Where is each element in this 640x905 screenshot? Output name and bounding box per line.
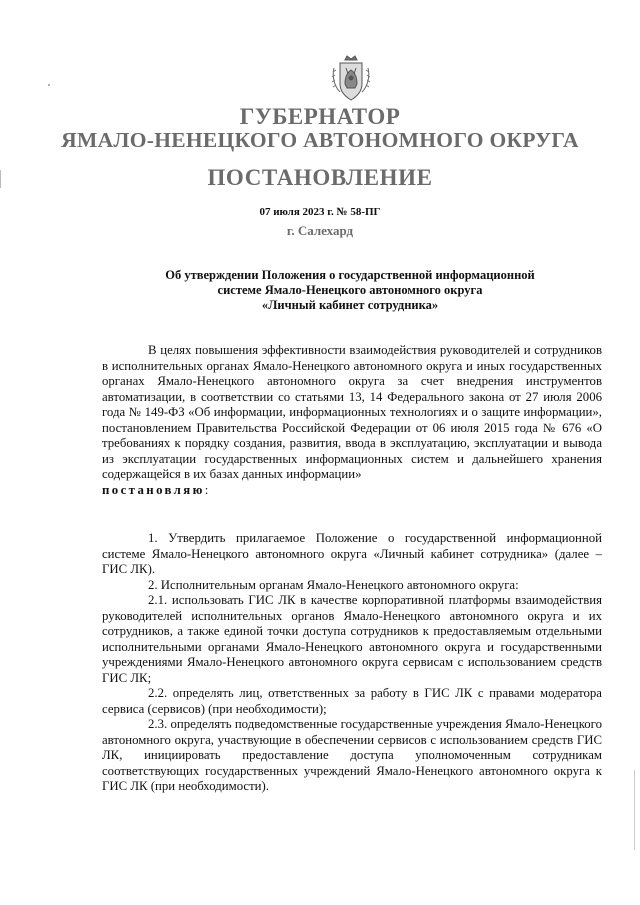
date-number: 07 июля 2023 г. № 58-ПГ [259,206,381,218]
title-line: «Личный кабинет сотрудника» [261,298,439,312]
preamble-text: В целях повышения эффективности взаимодействия руководителей и сотрудников в исполнительных органах Ямало-Ненецкого автономного округа и иных государственных органах Ямало-Ненецкого автономного округа за счет внедрения инструментов автоматизации, в соответствии со статьями 13, 14 Федерального закона от 27 июля 2006 года № 149-ФЗ «Об информации, информационных технологиях и о защите информации», постановлением Правительства Российской Федерации от 06 июля 2015 года № 676 «О требованиях к порядку создания, развития, ввода в эксплуатацию, эксплуатации и вывода из эксплуатации государственных информационных систем и дальнейшего хранения содержащейся в их базах данных информации» [102,343,602,481]
header-okrug: ЯМАЛО-НЕНЕЦКОГО АВТОНОМНОГО ОКРУГА [61,128,579,152]
preamble-paragraph [102,343,602,498]
list-item: 2.2. определять лиц, ответственных за работу в ГИС ЛК с правами модератора сервиса (сервисов) (при необходимости); [102,686,602,716]
coat-of-arms-emblem [330,54,372,102]
list-item: 2. Исполнительным органам Ямало-Ненецкого автономного округа: [148,577,519,592]
list-item: 1. Утвердить прилагаемое Положение о государственной информационной системе Ямало-Ненецкого автономного округа «Личный кабинет сотрудника» (далее – ГИС ЛК). [102,531,602,576]
items-section [102,531,602,795]
scan-edge-mark [634,770,635,850]
decree-colon: : [204,482,209,497]
decree-word: постановляю [102,482,205,497]
city: г. Салехард [286,223,354,238]
title-line: системе Ямало-Ненецкого автономного округа [217,283,483,297]
list-item: 2.1. использовать ГИС ЛК в качестве корпоративной платформы взаимодействия руководителей исполнительных органов Ямало-Ненецкого автономного округа и их сотрудников, а также единой точки доступа сотрудников к предоставляемым отдельными исполнительными органами Ямало-Ненецкого автономного округа и государственными учреждениями Ямало-Ненецкого автономного округа сервисам с использованием средств ГИС ЛК; [102,593,602,685]
list-item: 2.3. определять подведомственные государственные учреждения Ямало-Ненецкого автономного округа, участвующие в обеспечении сервисов с использованием средств ГИС ЛК, инициировать предоставление доступа уполномоченным сотрудникам соответствующих государственных учреждений Ямало-Ненецкого автономного округа к ГИС ЛК (при необходимости). [102,717,602,793]
scan-speck [48,84,50,86]
document-title [100,268,600,313]
preamble-section [102,343,602,513]
header-governor: ГУБЕРНАТОР [239,104,401,129]
document-type: ПОСТАНОВЛЕНИЕ [207,165,433,190]
title-line: Об утверждении Положения о государственной информационной [165,268,535,282]
